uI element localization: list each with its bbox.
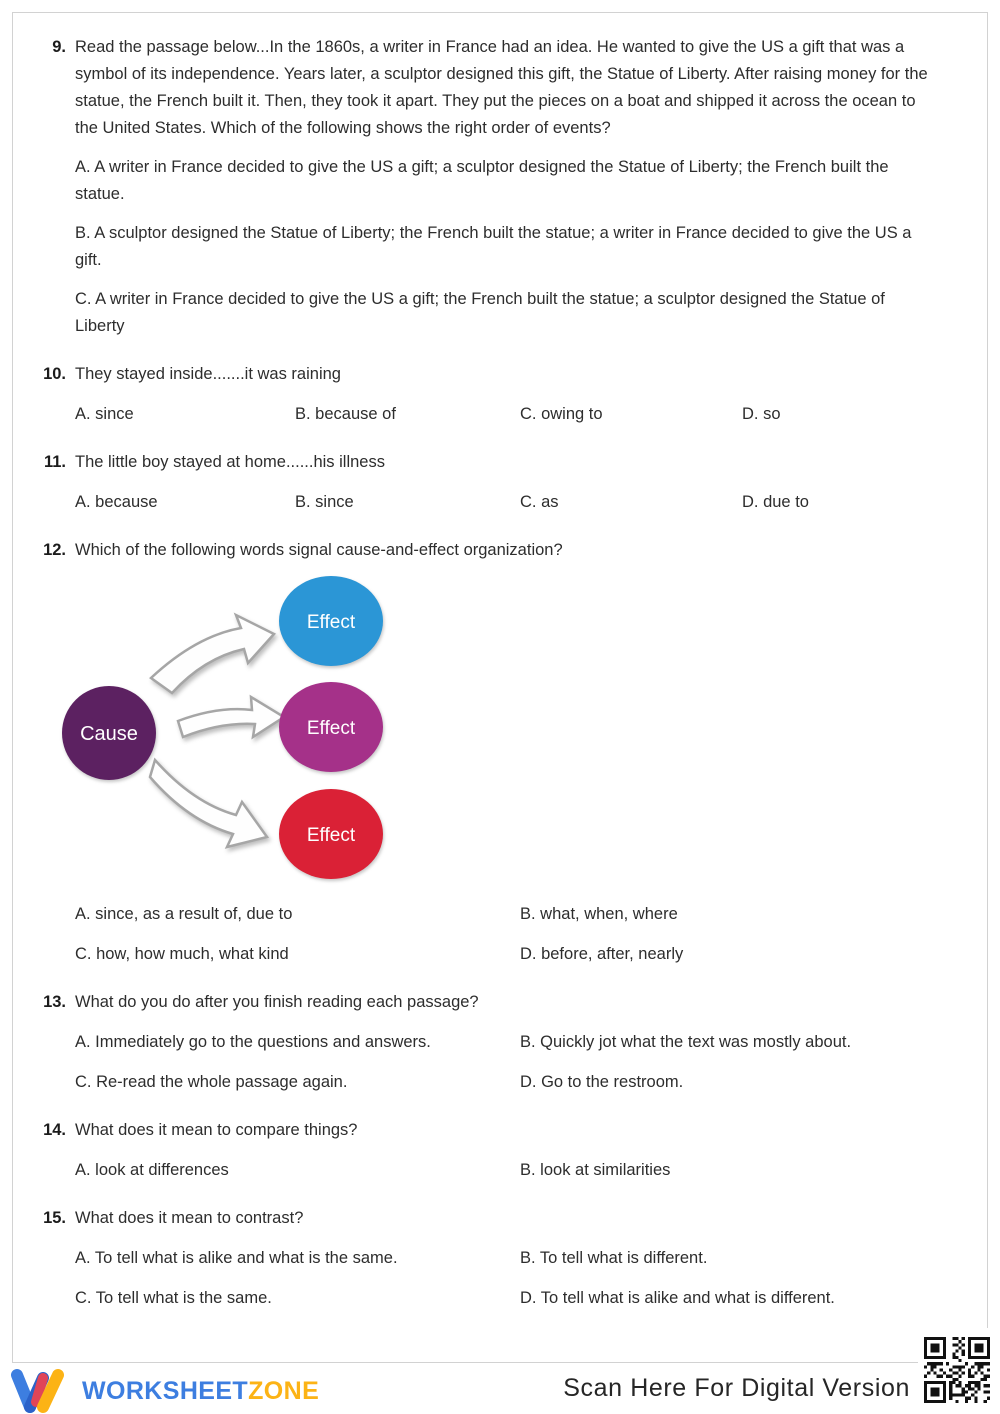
question-number: 9. xyxy=(52,38,66,56)
question-number: 11. xyxy=(43,453,66,471)
question-number: 12. xyxy=(43,541,66,559)
question-text: What does it mean to compare things? xyxy=(75,1121,358,1139)
option-d: D. due to xyxy=(742,493,809,511)
question-text: The little boy stayed at home......his illness xyxy=(75,453,385,471)
option-a: A. To tell what is alike and what is the same. xyxy=(75,1249,398,1267)
option-a: A. look at differences xyxy=(75,1161,229,1179)
option-a: A. because xyxy=(75,493,158,511)
option-c: C. A writer in France decided to give the US a gift; the French built the statue; a sculptor designed the Statue of Liberty xyxy=(75,290,885,335)
brand-word-worksheet: WORKSHEET xyxy=(82,1376,249,1405)
question-number: 13. xyxy=(43,993,66,1011)
option-a: A. A writer in France decided to give the US a gift; a sculptor designed the Statue of Liberty; the French built the statue. xyxy=(75,158,889,203)
qr-code xyxy=(918,1328,996,1412)
arrow-to-bottom-effect xyxy=(150,760,267,847)
arrow-to-top-effect xyxy=(151,615,274,693)
question-12-options xyxy=(28,894,937,968)
effect-label-bottom: Effect xyxy=(306,825,356,846)
option-b: B. To tell what is different. xyxy=(520,1249,708,1267)
question-number: 14. xyxy=(43,1121,66,1139)
question-10 xyxy=(28,361,937,428)
question-14 xyxy=(28,1117,937,1184)
arrow-to-middle-effect xyxy=(178,697,284,737)
scan-here-text: Scan Here For Digital Version xyxy=(563,1374,910,1402)
question-12 xyxy=(28,537,937,564)
worksheetzone-wordmark xyxy=(82,1377,319,1406)
option-a: A. Immediately go to the questions and answers. xyxy=(75,1033,431,1051)
option-d: D. Go to the restroom. xyxy=(520,1073,684,1091)
question-number: 15. xyxy=(43,1209,66,1227)
option-d: D. so xyxy=(742,405,781,423)
option-c: C. owing to xyxy=(520,405,603,423)
option-c: C. how, how much, what kind xyxy=(75,945,289,963)
option-b: B. A sculptor designed the Statue of Liberty; the French built the statue; a writer in France decided to give the US a gift. xyxy=(75,224,912,269)
effect-label-top: Effect xyxy=(306,612,356,633)
worksheetzone-logo-icon xyxy=(10,1368,74,1414)
option-b: B. since xyxy=(295,493,354,511)
option-c: C. Re-read the whole passage again. xyxy=(75,1073,348,1091)
page-footer xyxy=(10,1368,990,1414)
question-text: They stayed inside.......it was raining xyxy=(75,365,341,383)
question-number: 10. xyxy=(43,365,66,383)
option-b: B. because of xyxy=(295,405,396,423)
effect-label-middle: Effect xyxy=(306,718,356,739)
question-text: What does it mean to contrast? xyxy=(75,1209,304,1227)
cause-label: Cause xyxy=(80,723,138,745)
question-15 xyxy=(28,1205,937,1312)
option-c: C. To tell what is the same. xyxy=(75,1289,272,1307)
question-text: Which of the following words signal cause-and-effect organization? xyxy=(75,541,563,559)
option-a: A. since xyxy=(75,405,134,423)
question-text: Read the passage below...In the 1860s, a writer in France had an idea. He wanted to give the US a gift that was a symbol of its independence. Years later, a sculptor designed this gift, the Statue of Liberty. After raising money for the statue, the French built it. Then, they took it apart. They put the pieces on a boat and shipped it across the ocean to the United States. Which of the following shows the right order of events? xyxy=(75,38,928,137)
option-a: A. since, as a result of, due to xyxy=(75,905,293,923)
question-11 xyxy=(28,449,937,516)
brand-word-zone: ZONE xyxy=(248,1376,320,1405)
worksheetzone-logo xyxy=(10,1368,319,1414)
option-b: B. Quickly jot what the text was mostly about. xyxy=(520,1033,852,1051)
arrow-group xyxy=(150,615,284,847)
question-13 xyxy=(28,989,937,1096)
worksheet-page xyxy=(12,12,988,1363)
cause-effect-diagram xyxy=(31,566,937,886)
question-text: What do you do after you finish reading each passage? xyxy=(75,993,479,1011)
question-9 xyxy=(28,34,937,340)
option-b: B. look at similarities xyxy=(520,1161,671,1179)
option-c: C. as xyxy=(520,493,559,511)
option-d: D. To tell what is alike and what is different. xyxy=(520,1289,835,1307)
option-b: B. what, when, where xyxy=(520,905,678,923)
option-d: D. before, after, nearly xyxy=(520,945,684,963)
